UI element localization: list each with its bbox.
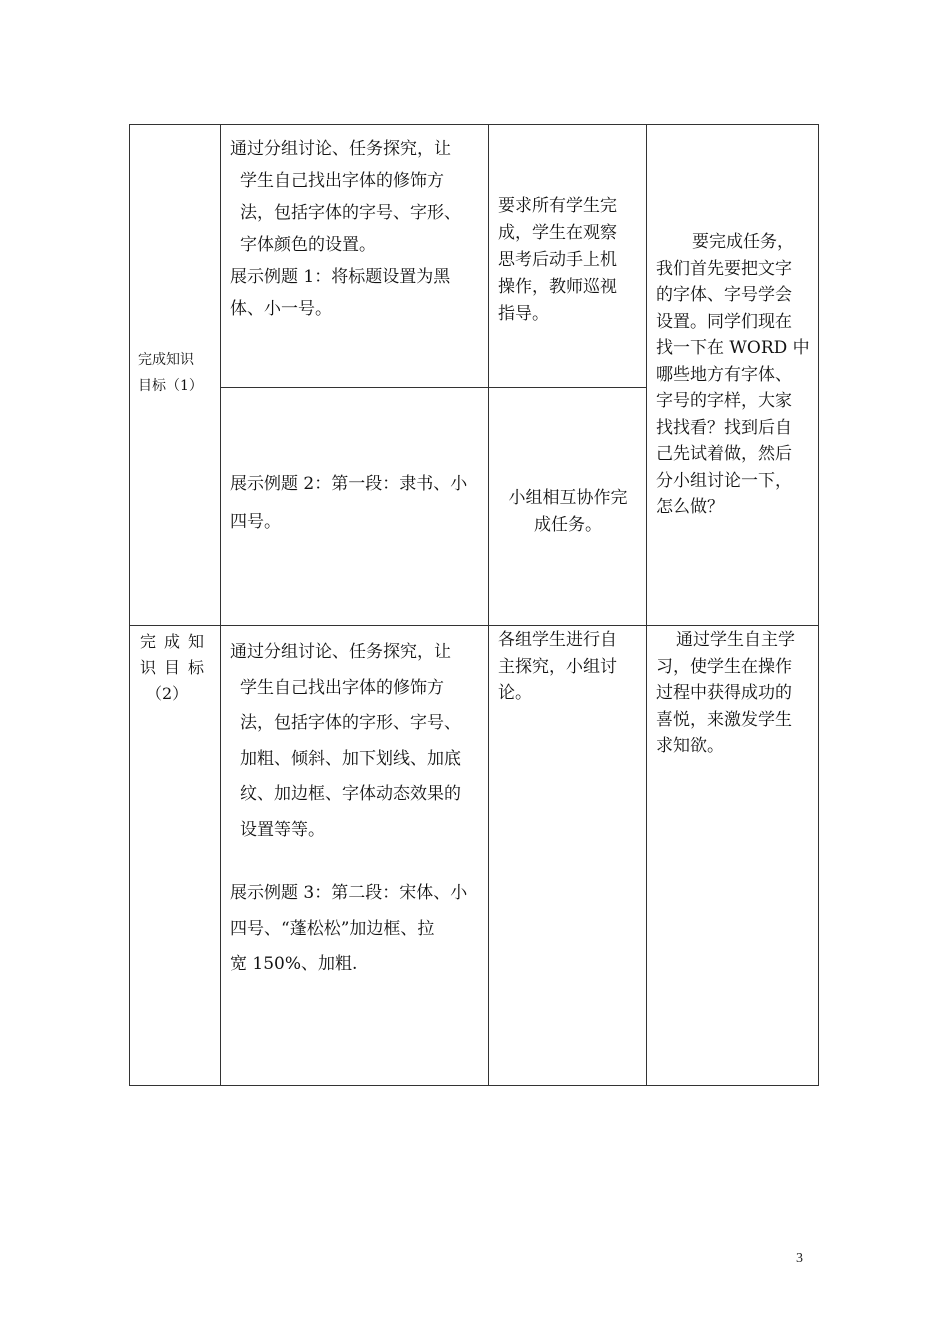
intent-line: 的字体、字号学会	[656, 285, 792, 305]
row1-label	[138, 347, 218, 399]
row1-student-top	[498, 193, 644, 328]
intent-line: 分小组讨论一下，	[656, 470, 792, 491]
row-divider	[130, 625, 818, 626]
activity-line: 四号、“蓬松松”加边框、拉	[230, 918, 435, 939]
activity-line: 法，包括字体的字号、字形、	[240, 203, 461, 223]
row2-label-line-2: 识目标	[140, 658, 213, 677]
student-line: 指导。	[498, 304, 549, 324]
lesson-plan-table	[129, 124, 819, 1086]
intent-line: 通过学生自主学	[676, 630, 795, 650]
column-divider-1	[220, 125, 221, 1085]
intent-line: 求知欲。	[656, 736, 724, 756]
intent-line: 字号的字样，大家	[656, 391, 792, 411]
activity-line: 设置等等。	[240, 819, 325, 840]
activity-line: 展示例题 3：第二段：宋体、小	[230, 883, 468, 903]
activity-line: 学生自己找出字体的修饰方	[240, 171, 444, 191]
intent-line: 哪些地方有字体、	[656, 364, 792, 385]
row2-intent	[656, 627, 818, 760]
activity-line: 法，包括字体的字形、字号、	[240, 713, 461, 733]
activity-line: 展示例题 1：将标题设置为黑	[230, 267, 451, 287]
activity-line: 体、小一号。	[230, 299, 332, 319]
activity-line: 学生自己找出字体的修饰方	[240, 677, 444, 698]
column-divider-2	[488, 125, 489, 1085]
column-divider-3	[646, 125, 647, 1085]
intent-line: 过程中获得成功的	[656, 683, 792, 703]
intent-line: 怎么做？	[656, 497, 724, 517]
row2-student	[498, 627, 644, 707]
intent-line: 找找看？找到后自	[656, 417, 792, 438]
activity-line: 宽 150%、加粗.	[230, 954, 358, 974]
row2-label	[140, 629, 218, 707]
student-line: 小组相互协作完	[508, 488, 628, 508]
student-line: 成，学生在观察	[498, 223, 617, 243]
intent-line: 习，使学生在操作	[656, 656, 792, 677]
row2-label-line-1: 完成知	[140, 632, 213, 651]
activity-line: 字体颜色的设置。	[240, 235, 376, 255]
row1-label-line-1: 完成知识	[138, 352, 194, 368]
subrow-divider	[220, 387, 646, 388]
intent-line: 设置。同学们现在	[656, 311, 792, 332]
activity-line: 加粗、倾斜、加下划线、加底	[240, 748, 461, 769]
activity-line: 通过分组讨论、任务探究，让	[230, 642, 451, 662]
student-line: 论。	[498, 683, 532, 703]
row1-activity-bottom	[230, 465, 486, 541]
student-line: 成任务。	[534, 515, 602, 535]
activity-line: 展示例题 2：第一段：隶书、小	[230, 474, 468, 494]
intent-line: 找一下在 WORD 中	[656, 338, 810, 358]
intent-line: 我们首先要把文字	[656, 258, 792, 279]
student-line: 主探究，小组讨	[498, 656, 617, 677]
student-line: 要求所有学生完	[498, 196, 617, 216]
row1-student-bottom	[490, 485, 646, 539]
student-line: 思考后动手上机	[498, 250, 617, 270]
intent-line: 喜悦，来激发学生	[656, 709, 792, 730]
row1-activity-top	[230, 133, 486, 325]
row2-activity	[230, 635, 486, 983]
intent-line: 己先试着做，然后	[656, 444, 792, 464]
activity-line: 纹、加边框、字体动态效果的	[240, 784, 461, 804]
activity-line: 四号。	[230, 512, 281, 532]
student-line: 各组学生进行自	[498, 630, 617, 650]
row1-label-line-2: 目标（1）	[138, 378, 203, 394]
row1-intent	[656, 229, 818, 521]
activity-line: 通过分组讨论、任务探究，让	[230, 139, 451, 159]
row2-label-line-3: （2）	[146, 684, 189, 703]
student-line: 操作，教师巡视	[498, 277, 617, 297]
intent-line: 要完成任务，	[692, 232, 794, 252]
page-number: 3	[796, 1251, 803, 1266]
